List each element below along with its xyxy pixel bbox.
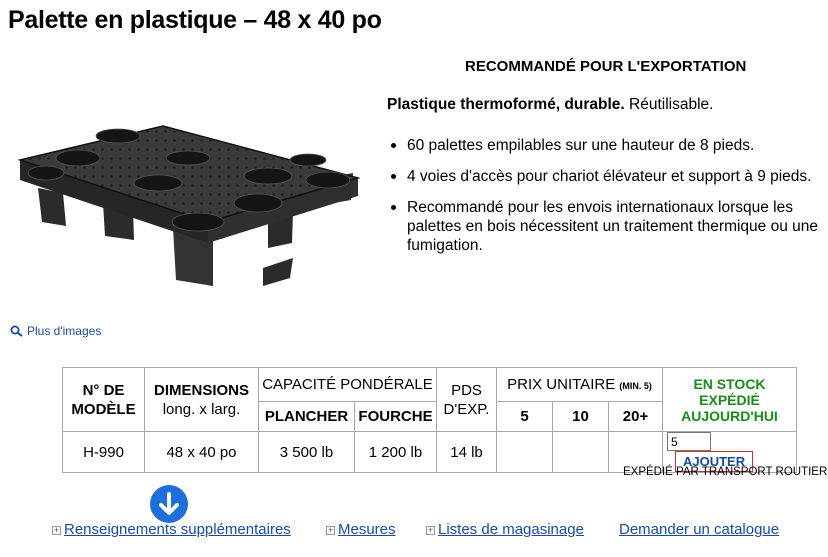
add-button[interactable]: AJOUTER [675, 451, 753, 472]
dimensions-header: DIMENSIONS long. x larg. [145, 368, 259, 432]
plus-icon: + [327, 525, 334, 535]
capacity-header: CAPACITÉ PONDÉRALE [259, 368, 437, 402]
fork-header: FOURCHE [355, 402, 437, 432]
qty-5-header: 5 [497, 402, 553, 432]
plus-icon: + [427, 525, 434, 535]
stock-header: EN STOCK EXPÉDIÉ AUJOURD'HUI [663, 368, 797, 432]
more-images-link[interactable] [10, 324, 101, 338]
list-item: 60 palettes empilables sur une hauteur de 8 pieds. [387, 136, 827, 155]
fork-cell: 1 200 lb [355, 432, 437, 473]
scroll-down-button[interactable] [150, 485, 188, 523]
price-10-cell [553, 432, 609, 473]
model-header: N° DE MODÈLE [63, 368, 145, 432]
spec-table [62, 367, 797, 473]
model-cell: H-990 [63, 432, 145, 473]
price-5-cell [497, 432, 553, 473]
floor-cell: 3 500 lb [259, 432, 355, 473]
link-measures[interactable]: Mesures [338, 521, 396, 538]
product-description [387, 96, 713, 114]
list-item: 4 voies d'accès pour chariot élévateur et support à 9 pieds. [387, 167, 827, 186]
page-title: Palette en plastique – 48 x 40 po [8, 6, 382, 34]
link-storage-lists[interactable]: Listes de magasinage [438, 521, 584, 538]
link-more-info[interactable]: Renseignements supplémentaires [64, 521, 291, 538]
floor-header: PLANCHER [259, 402, 355, 432]
list-item: Recommandé pour les envois internationaux lorsque les palettes en bois nécessitent un traitement thermique ou une fumigation. [387, 198, 827, 255]
qty-20-header: 20+ [609, 402, 663, 432]
weight-header: PDS D'EXP. [437, 368, 497, 432]
qty-10-header: 10 [553, 402, 609, 432]
description-bold: Plastique thermoformé, durable. [387, 96, 625, 113]
feature-list [387, 136, 827, 267]
weight-cell: 14 lb [437, 432, 497, 473]
arrow-down-circle-icon [150, 485, 188, 523]
plus-icon: + [53, 525, 60, 535]
description-rest: Réutilisable. [624, 96, 714, 113]
more-images-label: Plus d'images [27, 324, 102, 338]
shipping-note: EXPÉDIÉ PAR TRANSPORT ROUTIER [623, 466, 828, 478]
link-request-catalog[interactable]: Demander un catalogue [619, 521, 780, 538]
export-recommendation: RECOMMANDÉ POUR L'EXPORTATION [465, 58, 747, 75]
dimensions-cell: 48 x 40 po [145, 432, 259, 473]
quantity-input[interactable] [667, 432, 711, 451]
product-image [8, 118, 360, 318]
unit-price-header: PRIX UNITAIRE (MIN. 5) [497, 368, 663, 402]
magnifier-icon [10, 325, 24, 337]
